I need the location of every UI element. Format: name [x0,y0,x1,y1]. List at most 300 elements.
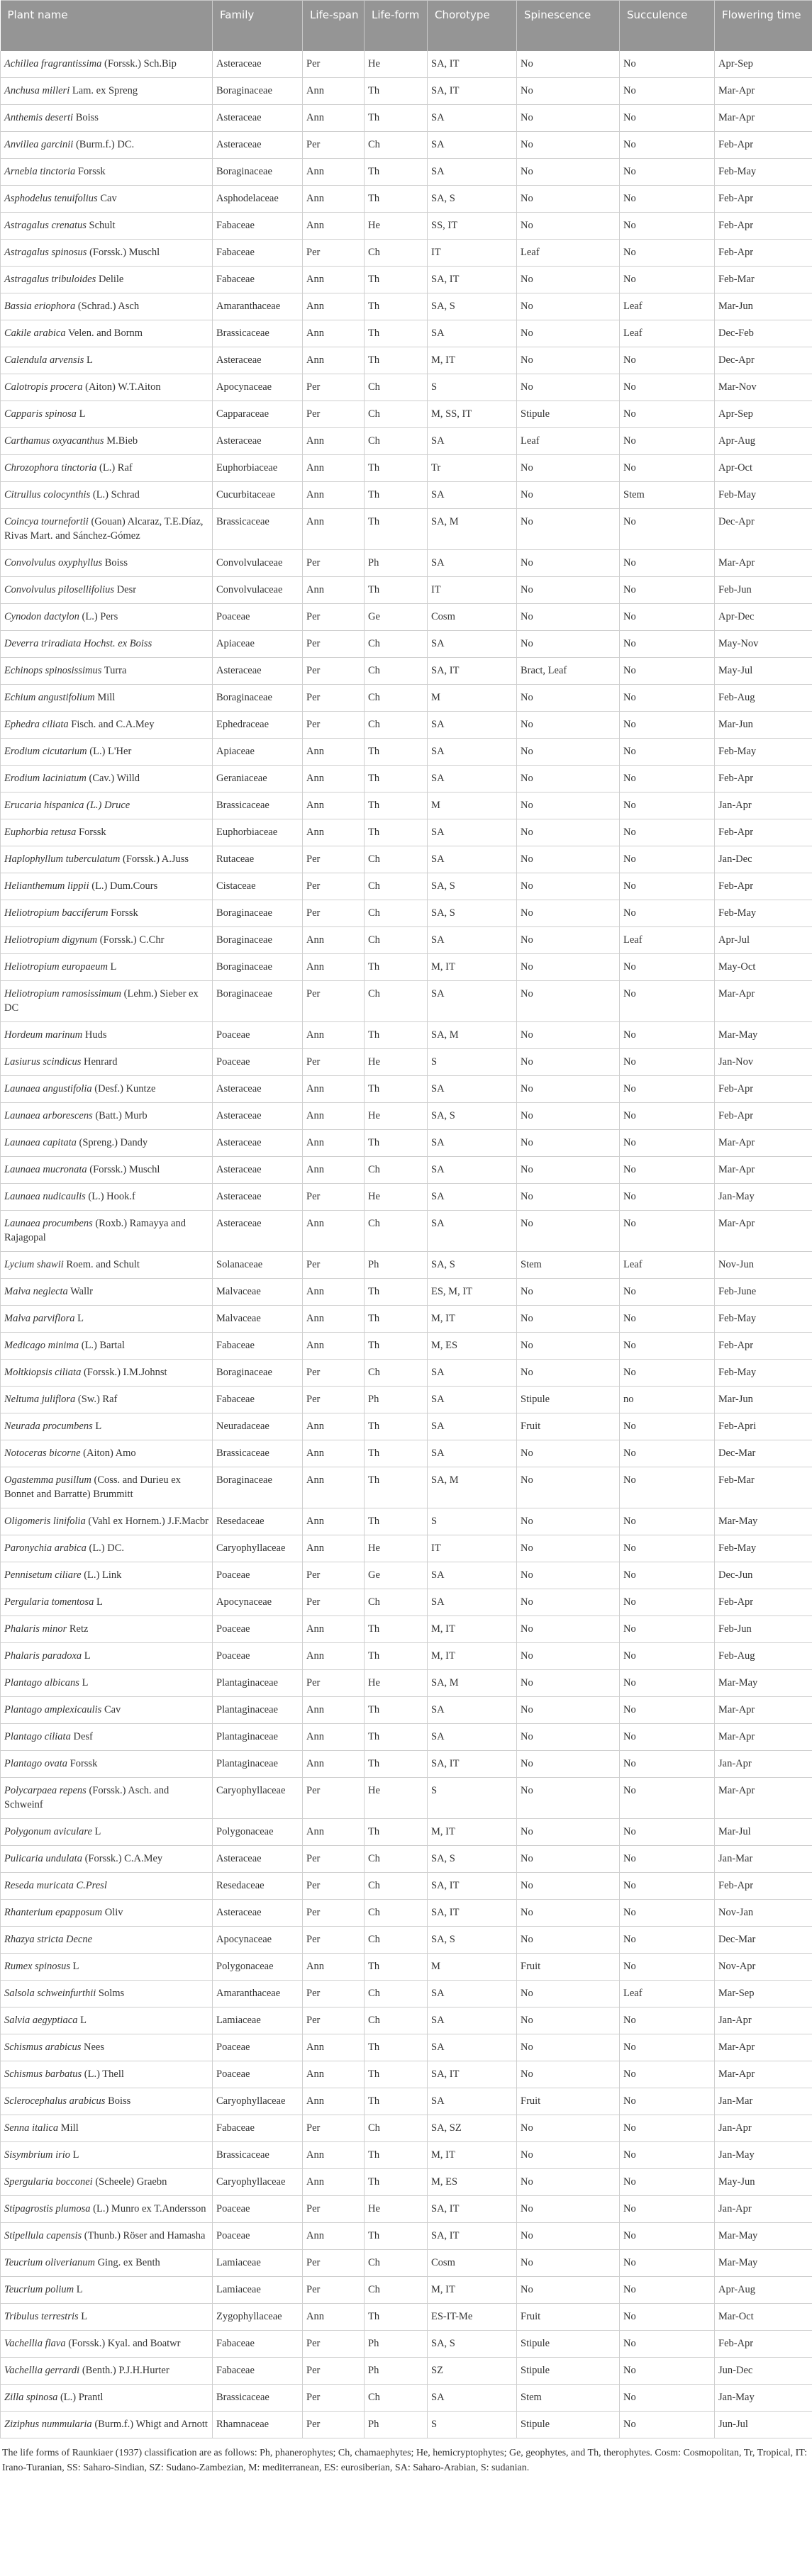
life-span-cell: Ann [303,1022,365,1049]
plant-name-cell [1,1697,213,1724]
family-cell: Poaceae [213,1643,303,1670]
flowering-time-cell: Jan-Nov [715,1049,812,1076]
succulence-cell: No [620,954,715,981]
species-name: Erodium cicutarium [4,746,87,757]
plant-name-cell [1,320,213,347]
spinescence-cell: No [517,347,620,374]
spinescence-cell: No [517,1670,620,1697]
family-cell: Cucurbitaceae [213,482,303,509]
table-row [1,240,812,267]
life-form-cell: Ch [365,240,428,267]
life-span-cell: Ann [303,1535,365,1562]
life-span-cell: Ann [303,159,365,186]
flowering-time-cell: Feb-Mar [715,267,812,293]
succulence-cell: No [620,2196,715,2223]
table-row [1,1130,812,1157]
table-row [1,604,812,631]
succulence-cell: No [620,1562,715,1589]
life-span-cell: Ann [303,1751,365,1778]
species-name: Spergularia bocconei [4,2176,93,2188]
plant-name-cell [1,1819,213,1846]
family-cell: Geraniaceae [213,766,303,793]
family-cell: Fabaceae [213,1387,303,1413]
species-name: Ziziphus nummularia [4,2419,92,2430]
species-authority: L [70,2149,79,2161]
species-name: Medicago minima [4,1340,79,1351]
life-form-cell: Th [365,1724,428,1751]
life-form-cell: Th [365,267,428,293]
species-authority: (Aiton) Amo [80,1447,136,1459]
life-span-cell: Ann [303,1819,365,1846]
life-span-cell: Per [303,631,365,658]
life-form-cell: Ch [365,685,428,712]
plant-name-cell [1,1333,213,1360]
family-cell: Polygonaceae [213,1954,303,1981]
species-authority: (Forssk.) Kyal. and Boatwr [65,2338,181,2349]
flowering-time-cell: Jan-Apr [715,1751,812,1778]
life-span-cell: Ann [303,1724,365,1751]
life-form-cell: Ch [365,132,428,159]
spinescence-cell: No [517,2250,620,2277]
life-form-cell: Ch [365,2250,428,2277]
species-authority: (Schrad.) Asch [75,301,140,312]
life-span-cell: Per [303,2277,365,2304]
plant-name-cell [1,1751,213,1778]
plant-name-cell [1,2223,213,2250]
plant-name-cell [1,240,213,267]
species-authority: (Roxb.) Ramayya and Rajagopal [4,1218,186,1243]
species-authority: M.Bieb [104,435,138,447]
life-span-cell: Ann [303,267,365,293]
life-form-cell: Ph [365,2358,428,2385]
flowering-time-cell: Mar-Nov [715,374,812,401]
table-row [1,320,812,347]
species-authority: (Scheele) Graebn [92,2176,167,2188]
life-form-cell: Th [365,1076,428,1103]
spinescence-cell: No [517,213,620,240]
succulence-cell: No [620,2358,715,2385]
flowering-time-cell: May-Oct [715,954,812,981]
species-name: Heliotropium digynum [4,934,98,946]
flowering-time-cell: Feb-Aug [715,685,812,712]
species-authority: Desf [70,1731,93,1742]
chorotype-cell: SA [428,1589,517,1616]
species-authority: Retz [67,1623,89,1635]
family-cell: Brassicaceae [213,2142,303,2169]
life-span-cell: Ann [303,2034,365,2061]
table-row [1,2061,812,2088]
plant-name-cell [1,1873,213,1900]
family-cell: Boraginaceae [213,1360,303,1387]
chorotype-cell: SA [428,1387,517,1413]
life-span-cell: Ann [303,1643,365,1670]
chorotype-cell: SA, IT [428,1873,517,1900]
plant-name-cell [1,1306,213,1333]
life-span-cell: Per [303,1562,365,1589]
table-row [1,374,812,401]
life-form-cell: Ch [365,2007,428,2034]
family-cell: Convolvulaceae [213,550,303,577]
species-authority: Wallr [67,1286,94,1297]
life-span-cell: Ann [303,509,365,550]
table-row [1,78,812,105]
species-authority: (Forssk.) C.Chr [97,934,165,946]
chorotype-cell: SA [428,1184,517,1211]
chorotype-cell: SA [428,981,517,1022]
table-row [1,1562,812,1589]
succulence-cell: No [620,2277,715,2304]
succulence-cell: Leaf [620,1981,715,2007]
succulence-cell: No [620,159,715,186]
flowering-time-cell: Mar-Apr [715,1157,812,1184]
flowering-time-cell: Feb-Apr [715,819,812,846]
spinescence-cell: No [517,631,620,658]
life-span-cell: Ann [303,1130,365,1157]
species-name: Zilla spinosa [4,2392,58,2403]
life-form-cell: He [365,1778,428,1819]
life-form-cell: Th [365,159,428,186]
species-authority: Cav [97,193,117,204]
plant-name-cell [1,1616,213,1643]
life-form-cell: Ch [365,927,428,954]
table-row [1,1508,812,1535]
life-form-cell: Th [365,293,428,320]
life-form-cell: Ph [365,2412,428,2438]
species-authority: (Aiton) W.T.Aiton [82,381,161,393]
life-span-cell: Ann [303,213,365,240]
family-cell: Brassicaceae [213,2385,303,2412]
life-span-cell: Per [303,1873,365,1900]
life-form-cell: Th [365,739,428,766]
succulence-cell: No [620,1076,715,1103]
chorotype-cell: IT [428,1535,517,1562]
flowering-time-cell: Dec-Apr [715,347,812,374]
life-span-cell: Per [303,1049,365,1076]
flowering-time-cell: Apr-Aug [715,428,812,455]
family-cell: Boraginaceae [213,685,303,712]
species-authority: (Sw.) Raf [75,1394,118,1405]
species-authority: (Batt.) Murb [92,1110,148,1121]
table-row [1,2088,812,2115]
life-form-cell: Th [365,78,428,105]
life-span-cell: Ann [303,1103,365,1130]
table-row [1,1211,812,1252]
species-authority: (Gouan) Alcaraz, T.E.Díaz, Rivas Mart. and Sánchez-Gómez [4,516,204,542]
species-name: Arnebia tinctoria [4,166,76,177]
spinescence-cell: No [517,1846,620,1873]
succulence-cell: No [620,685,715,712]
spinescence-cell: No [517,1103,620,1130]
species-name: Vachellia flava [4,2338,66,2349]
plant-name-cell [1,2304,213,2331]
table-row [1,1616,812,1643]
species-name: Astragalus spinosus [4,247,87,258]
species-authority: L [76,408,86,420]
species-authority: (Coss. and Durieu ex Bonnet and Barratte) Brummitt [4,1474,181,1500]
family-cell: Boraginaceae [213,159,303,186]
flowering-time-cell: Feb-Apr [715,240,812,267]
flowering-time-cell: Mar-Jun [715,293,812,320]
plant-name-cell [1,2412,213,2438]
header-succulence: Succulence [620,1,715,52]
life-form-cell: Ch [365,1900,428,1927]
flowering-time-cell: Jun-Dec [715,2358,812,2385]
life-form-cell: He [365,1670,428,1697]
species-name: Paronychia arabica [4,1542,87,1554]
chorotype-cell: SA, IT [428,267,517,293]
life-span-cell: Ann [303,954,365,981]
spinescence-cell: Fruit [517,1954,620,1981]
species-name: Carthamus oxyacanthus [4,435,104,447]
species-name: Vachellia gerrardi [4,2365,80,2376]
life-span-cell: Per [303,2412,365,2438]
life-form-cell: Ch [365,981,428,1022]
life-span-cell: Ann [303,2223,365,2250]
species-authority: (L.) L'Her [87,746,132,757]
succulence-cell: No [620,2088,715,2115]
species-authority: L [70,1961,79,1972]
species-name: Convolvulus oxyphyllus [4,557,103,569]
spinescence-cell: No [517,509,620,550]
family-cell: Boraginaceae [213,981,303,1022]
chorotype-cell: M, IT [428,1616,517,1643]
succulence-cell: No [620,1873,715,1900]
species-authority: L [91,1826,101,1837]
flowering-time-cell: Mar-May [715,2250,812,2277]
spinescence-cell: Stipule [517,1387,620,1413]
spinescence-cell: Stipule [517,2358,620,2385]
spinescence-cell: No [517,739,620,766]
family-cell: Asteraceae [213,51,303,78]
family-cell: Asteraceae [213,1157,303,1184]
family-cell: Brassicaceae [213,320,303,347]
species-authority: (Thunb.) Röser and Hamasha [82,2230,206,2241]
succulence-cell: No [620,873,715,900]
life-form-cell: Th [365,482,428,509]
flowering-time-cell: Apr-Jul [715,927,812,954]
table-row [1,509,812,550]
species-authority: Mill [94,692,116,703]
plant-name-cell [1,658,213,685]
chorotype-cell: SA [428,1981,517,2007]
species-name: Phalaris paradoxa [4,1650,82,1662]
succulence-cell: No [620,347,715,374]
life-span-cell: Ann [303,1076,365,1103]
spinescence-cell: No [517,1562,620,1589]
table-row [1,401,812,428]
family-cell: Brassicaceae [213,793,303,819]
table-row [1,2331,812,2358]
family-cell: Asteraceae [213,105,303,132]
life-form-cell: Th [365,2304,428,2331]
table-row [1,739,812,766]
life-span-cell: Per [303,1846,365,1873]
family-cell: Poaceae [213,604,303,631]
chorotype-cell: SA, IT [428,78,517,105]
family-cell: Euphorbiaceae [213,455,303,482]
table-row [1,577,812,604]
family-cell: Plantaginaceae [213,1751,303,1778]
plant-name-cell [1,1670,213,1697]
plant-name-cell [1,1724,213,1751]
spinescence-cell: No [517,1778,620,1819]
family-cell: Malvaceae [213,1279,303,1306]
plant-name-cell [1,482,213,509]
family-cell: Asteraceae [213,132,303,159]
succulence-cell: No [620,1751,715,1778]
flowering-time-cell: Mar-Apr [715,1211,812,1252]
species-name: Astragalus crenatus [4,220,87,231]
flowering-time-cell: May-Jul [715,658,812,685]
species-authority: (Forssk.) Muschl [87,1164,160,1175]
life-form-cell: Ch [365,374,428,401]
plant-name-cell [1,1981,213,2007]
plant-name-cell [1,1778,213,1819]
life-span-cell: Per [303,2358,365,2385]
flowering-time-cell: Mar-May [715,2223,812,2250]
chorotype-cell: M, IT [428,1819,517,1846]
table-row [1,186,812,213]
spinescence-cell: No [517,320,620,347]
table-row [1,819,812,846]
succulence-cell: No [620,401,715,428]
flowering-time-cell: Feb-Jun [715,577,812,604]
plant-name-cell [1,1846,213,1873]
species-authority: Boiss [105,2095,131,2107]
table-row [1,1306,812,1333]
species-name: Asphodelus tenuifolius [4,193,98,204]
flowering-time-cell: Nov-Jan [715,1900,812,1927]
species-authority: (L.) Thell [82,2068,124,2080]
life-span-cell: Per [303,550,365,577]
plant-name-cell [1,267,213,293]
family-cell: Poaceae [213,2034,303,2061]
life-span-cell: Ann [303,577,365,604]
chorotype-cell: SA [428,1440,517,1467]
family-cell: Asteraceae [213,1184,303,1211]
life-span-cell: Ann [303,2061,365,2088]
family-cell: Asteraceae [213,1130,303,1157]
chorotype-cell: SA [428,2385,517,2412]
chorotype-cell: SA [428,1697,517,1724]
table-row [1,1954,812,1981]
succulence-cell: No [620,1927,715,1954]
species-authority: L [94,1596,103,1608]
life-span-cell: Per [303,1778,365,1819]
life-form-cell: Th [365,1440,428,1467]
spinescence-cell: No [517,1724,620,1751]
table-footnote: The life forms of Raunkiaer (1937) classification are as follows: Ph, phanerophytes; Ch, chamaephytes; He, hemicryptophytes; Ge, geophytes, and Th, therophytes. Cosm: Cosmopolitan, Tr, Tropical, IT: Irano-Turanian, SS: Saharo-Sindian, SZ: Sudano-Zambezian, M: mediterranean, ES: eurosiberian, SA: Saharo-Arabian, S: sudanian. [2,2448,808,2473]
life-form-cell: Th [365,2034,428,2061]
family-cell: Poaceae [213,2061,303,2088]
flowering-time-cell: Feb-May [715,739,812,766]
plant-name-cell [1,455,213,482]
spinescence-cell: No [517,900,620,927]
species-authority: L [84,354,93,366]
spinescence-cell: No [517,132,620,159]
plant-name-cell [1,2088,213,2115]
species-name: Lasiurus scindicus [4,1056,82,1068]
spinescence-cell: No [517,1616,620,1643]
chorotype-cell: SA, S [428,1927,517,1954]
species-authority: (Burm.f.) Whigt and Arnott [91,2419,208,2430]
life-span-cell: Per [303,132,365,159]
chorotype-cell: IT [428,577,517,604]
family-cell: Malvaceae [213,1306,303,1333]
life-span-cell: Per [303,2007,365,2034]
species-name: Bassia eriophora [4,301,76,312]
life-span-cell: Ann [303,2142,365,2169]
table-row [1,293,812,320]
succulence-cell: No [620,1724,715,1751]
family-cell: Euphorbiaceae [213,819,303,846]
plant-name-cell [1,1076,213,1103]
chorotype-cell: SA, S [428,1252,517,1279]
species-name: Plantago ciliata [4,1731,71,1742]
life-span-cell: Per [303,1589,365,1616]
family-cell: Poaceae [213,2223,303,2250]
life-form-cell: Th [365,1279,428,1306]
table-row [1,1535,812,1562]
life-span-cell: Per [303,900,365,927]
species-authority: (L.) Hook.f [85,1191,135,1202]
flowering-time-cell: Mar-May [715,1022,812,1049]
chorotype-cell: SA, S [428,1103,517,1130]
family-cell: Asteraceae [213,658,303,685]
succulence-cell: No [620,1900,715,1927]
species-name: Anthemis deserti [4,112,74,123]
life-span-cell: Per [303,2331,365,2358]
flowering-time-cell: Feb-June [715,1279,812,1306]
species-authority: (Burm.f.) DC. [73,139,135,150]
species-authority: Turra [101,665,127,676]
spinescence-cell: Leaf [517,240,620,267]
table-row [1,1670,812,1697]
family-cell: Zygophyllaceae [213,2304,303,2331]
table-row [1,1333,812,1360]
life-form-cell: Ch [365,2385,428,2412]
succulence-cell: No [620,1778,715,1819]
life-form-cell: Ch [365,873,428,900]
table-row [1,2007,812,2034]
family-cell: Asteraceae [213,1211,303,1252]
succulence-cell: No [620,2223,715,2250]
family-cell: Poaceae [213,1616,303,1643]
species-authority: (Forssk.) A.Juss [120,853,189,865]
header-chorotype: Chorotype [428,1,517,52]
plant-name-cell [1,2115,213,2142]
life-span-cell: Per [303,685,365,712]
spinescence-cell: Stem [517,1252,620,1279]
plant-name-cell [1,1130,213,1157]
table-row [1,550,812,577]
flowering-time-cell: Apr-Aug [715,2277,812,2304]
life-form-cell: Th [365,1413,428,1440]
spinescence-cell: No [517,78,620,105]
succulence-cell: No [620,900,715,927]
family-cell: Apiaceae [213,739,303,766]
header-spinescence: Spinescence [517,1,620,52]
header-life-span: Life-span [303,1,365,52]
table-row [1,2250,812,2277]
life-span-cell: Ann [303,1954,365,1981]
plant-name-cell [1,213,213,240]
species-name: Moltkiopsis ciliata [4,1367,82,1378]
succulence-cell: Leaf [620,1252,715,1279]
plant-name-cell [1,766,213,793]
family-cell: Fabaceae [213,267,303,293]
plant-name-cell [1,1157,213,1184]
